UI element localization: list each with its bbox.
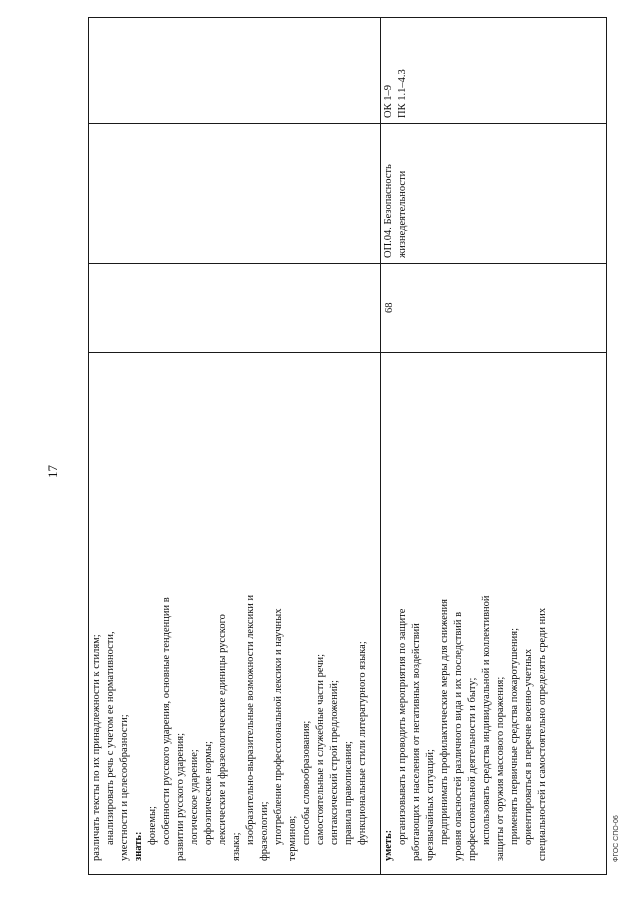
row1-line: логическое ударение; — [189, 749, 200, 845]
column-divider-3 — [88, 352, 606, 353]
row1-line: функциональные стили литературного языка; — [357, 641, 368, 845]
row2-line: работающих и населения от негативных воздействий — [411, 623, 422, 861]
row1-line: языка; — [231, 832, 242, 861]
competency-ok: ОК 1–9 — [383, 85, 394, 118]
row1-line: правила правописания; — [343, 741, 354, 845]
row-divider — [380, 17, 381, 875]
row1-line: фразеологии; — [259, 801, 270, 861]
row2-line: ориентироваться в перечне военно-учетных — [523, 648, 534, 845]
table-border-right — [606, 17, 607, 875]
discipline-name-cont: жизнедеятельности — [397, 170, 408, 258]
footer-label: ФГОС СПО-06 — [613, 815, 620, 862]
discipline-name: ОП.04. Безопасность — [383, 164, 394, 258]
row1-line: самостоятельные и служебные части речи; — [315, 653, 326, 845]
column-divider-1 — [88, 123, 606, 124]
competency-pk: ПК 1.1–4.3 — [397, 69, 408, 118]
row1-line: способы словообразования; — [301, 720, 312, 845]
row1-line: орфоэпические нормы; — [203, 741, 214, 845]
row2-line: профессиональной деятельности и быту; — [467, 677, 478, 861]
row1-line: особенности русского ударения, основные тенденции в — [161, 597, 172, 845]
table-border-left — [88, 17, 89, 875]
row1-line: различать тексты по их принадлежности к стилям; — [91, 634, 102, 861]
column-divider-2 — [88, 263, 606, 264]
row2-line: уровня опасностей различного вида и их последствий в — [453, 611, 464, 861]
row2-line: организовывать и проводить мероприятия по защите — [397, 608, 408, 845]
row1-line: лексические и фразеологические единицы русского — [217, 614, 228, 845]
row2-line: уметь: — [383, 829, 394, 861]
row2-line: чрезвычайных ситуаций; — [425, 749, 436, 861]
page-number: 17 — [45, 465, 60, 478]
row1-line: развитии русского ударения; — [175, 733, 186, 861]
row1-line: синтаксический строй предложений; — [329, 680, 340, 845]
table-border-top — [88, 17, 606, 18]
row1-line: терминов; — [287, 815, 298, 861]
row2-line: специальностей и самостоятельно определять среди них — [537, 607, 548, 861]
row2-line: применять первичные средства пожаротушения; — [509, 627, 520, 845]
row1-line: фонемы; — [147, 806, 158, 845]
row1-line: уместности и целесообразности; — [119, 714, 130, 861]
row1-line: анализировать речь с учетом ее нормативности, — [105, 631, 116, 845]
row1-line: знать: — [133, 831, 144, 861]
row2-line: использовать средства индивидуальной и коллективной — [481, 595, 492, 845]
table-border-bottom — [88, 874, 606, 875]
row1-line: употребление профессиональной лексики и научных — [273, 608, 284, 845]
hours-value: 68 — [384, 302, 395, 313]
row2-line: предпринимать профилактические меры для снижения — [439, 599, 450, 845]
row2-line: защиты от оружия массового поражения; — [495, 676, 506, 861]
row1-line: изобразительно-выразительные возможности лексики и — [245, 594, 256, 845]
